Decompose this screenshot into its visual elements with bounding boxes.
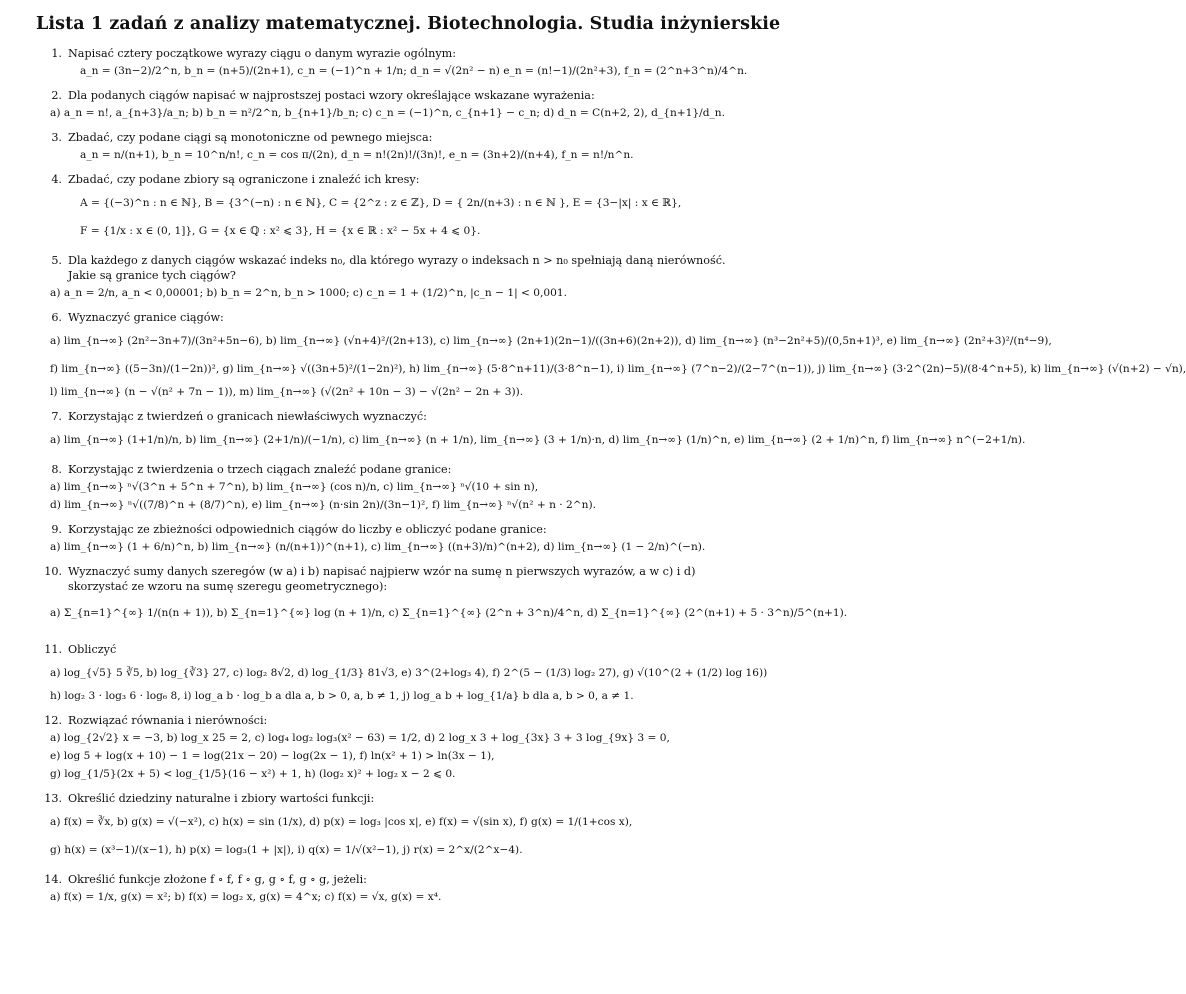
problem-item: [36, 642, 768, 704]
problem-text: Zbadać, czy podane ciągi są monotoniczne od pewnego miejsca:: [68, 131, 433, 144]
problem-item: [36, 872, 738, 905]
problem-number: 12.: [44, 714, 62, 727]
problem-text: Określić dziedziny naturalne i zbiory wartości funkcji:: [68, 792, 375, 805]
problem-number: 8.: [51, 463, 62, 476]
formula-line: a) lim_{n→∞} (1+1/n)/n, b) lim_{n→∞} (2+1/n)/(−1/n), c) lim_{n→∞} (n + 1/n), lim_{n→∞} (3 + 1/n)·n, d) lim_{n→∞} (1/n)^n, e) lim_{n→∞} (2 + 1/n)^n, f) lim_{n→∞} n^(−2+1/n).: [50, 434, 1026, 446]
formula-line: a) log_{√5} 5 ∛5, b) log_{∛3} 27, c) log₂ 8√2, d) log_{1/3} 81√3, e) 3^(2+log₃ 4), f) 2^(5 − (1/3) log₂ 27), g) √(10^(2 + (1/2) log 16)): [50, 667, 768, 679]
problem-item: [36, 713, 738, 782]
problem-statement: [36, 88, 738, 103]
problem-list: [36, 46, 1186, 914]
problem-text: Rozwiązać równania i nierówności:: [68, 714, 268, 727]
problem-statement: [36, 713, 738, 728]
formula-line: a) lim_{n→∞} ⁿ√(3^n + 5^n + 7^n), b) lim_{n→∞} (cos n)/n, c) lim_{n→∞} ⁿ√(10 + sin n),: [50, 481, 539, 493]
problem-item: [36, 522, 738, 555]
formula-line: a) f(x) = 1/x, g(x) = x²; b) f(x) = log₂ x, g(x) = 4^x; c) f(x) = √x, g(x) = x⁴.: [50, 891, 442, 903]
formula-line: a) lim_{n→∞} (1 + 6/n)^n, b) lim_{n→∞} (n/(n+1))^(n+1), c) lim_{n→∞} ((n+3)/n)^(n+2), d) lim_{n→∞} (1 − 2/n)^(−n).: [50, 541, 706, 553]
problem-number: 6.: [51, 311, 62, 324]
problem-number: 5.: [51, 254, 62, 267]
problem-text: Korzystając ze zbieżności odpowiednich ciągów do liczby e obliczyć podane granice:: [68, 523, 547, 536]
problem-item: [36, 564, 848, 628]
problem-number: 14.: [44, 873, 62, 886]
formula-line: h) log₂ 3 · log₃ 6 · log₆ 8, i) log_a b · log_b a dla a, b > 0, a, b ≠ 1, j) log_a b + log_{1/a} b dla a, b > 0, a ≠ 1.: [50, 690, 634, 702]
problem-statement: [36, 130, 738, 145]
problem-statement: [36, 310, 738, 325]
formula-line: f) lim_{n→∞} ((5−3n)/(1−2n))², g) lim_{n→∞} √((3n+5)²/(1−2n)²), h) lim_{n→∞} (5·8^n+11)/(3·8^n−1), i) lim_{n→∞} (7^n−2)/(2−7^(n−1)), j) lim_{n→∞} (3·2^(2n)−5)/(8·4^n+5), k) lim_{n→∞} (√(n+2) − √n),: [50, 363, 1186, 375]
formula-line: A = {(−3)^n : n ∈ ℕ}, B = {3^(−n) : n ∈ ℕ}, C = {2^z : z ∈ ℤ}, D = { 2n/(n+3) : n ∈ ℕ }, E = {3−|x| : x ∈ ℝ},: [80, 197, 682, 209]
problem-statement: [36, 642, 738, 657]
problem-statement: [36, 46, 738, 61]
problem-statement: [36, 253, 738, 283]
formula-line: a_n = (3n−2)/2^n, b_n = (n+5)/(2n+1), c_n = (−1)^n + 1/n; d_n = √(2n² − n) e_n = (n!−1)/(2n²+3), f_n = (2^n+3^n)/4^n.: [80, 65, 748, 77]
problem-text: Dla podanych ciągów napisać w najprostszej postaci wzory określające wskazane wyrażenia:: [68, 89, 595, 102]
formula-line: a) log_{2√2} x = −3, b) log_x 25 = 2, c) log₄ log₂ log₃(x² − 63) = 1/2, d) 2 log_x 3 + log_{3x} 3 + 3 log_{9x} 3 = 0,: [50, 732, 670, 744]
formula-line: e) log 5 + log(x + 10) − 1 = log(21x − 20) − log(2x − 1), f) ln(x² + 1) > ln(3x − 1),: [50, 750, 495, 762]
problem-text: Określić funkcje złożone f ∘ f, f ∘ g, g ∘ f, g ∘ g, jeżeli:: [68, 873, 367, 886]
problem-number: 7.: [51, 410, 62, 423]
problem-statement: [36, 409, 738, 424]
formula-line: l) lim_{n→∞} (n − √(n² + 7n − 1)), m) lim_{n→∞} (√(2n² + 10n − 3) − √(2n² − 2n + 3)).: [50, 386, 524, 398]
problem-item: [36, 88, 738, 121]
formula-line: a) f(x) = ∛x, b) g(x) = √(−x²), c) h(x) = sin (1/x), d) p(x) = log₃ |cos x|, e) f(x) = √(sin x), f) g(x) = 1/(1+cos x),: [50, 816, 633, 828]
problem-number: 9.: [51, 523, 62, 536]
problem-text: Wyznaczyć granice ciągów:: [68, 311, 224, 324]
problem-text: Wyznaczyć sumy danych szeregów (w a) i b) napisać najpierw wzór na sumę n pierwszych wyrazów, a w c) i d) skorzystać ze wzoru na sumę szeregu geometrycznego):: [68, 565, 696, 593]
problem-number: 13.: [44, 792, 62, 805]
problem-item: [36, 310, 1186, 400]
problem-statement: [36, 522, 738, 537]
problem-item: [36, 409, 1026, 452]
problem-item: [36, 172, 738, 243]
problem-text: Zbadać, czy podane zbiory są ograniczone i znaleźć ich kresy:: [68, 173, 420, 186]
formula-line: a) lim_{n→∞} (2n²−3n+7)/(3n²+5n−6), b) lim_{n→∞} (√n+4)²/(2n+13), c) lim_{n→∞} (2n+1)(2n−1)/((3n+6)(2n+2)), d) lim_{n→∞} (n³−2n²+5)/(0,5n+1)³, e) lim_{n→∞} (2n²+3)²/(n⁴−9),: [50, 335, 1052, 347]
formula-line: d) lim_{n→∞} ⁿ√((7/8)^n + (8/7)^n), e) lim_{n→∞} (n·sin 2n)/(3n−1)², f) lim_{n→∞} ⁿ√(n² + n · 2^n).: [50, 499, 596, 511]
problem-text: Dla każdego z danych ciągów wskazać indeks n₀, dla którego wyrazy o indeksach n > n₀ spełniają daną nierówność. Jakie są granice tych ciągów?: [68, 254, 726, 282]
problem-item: [36, 253, 738, 301]
document-title: Lista 1 zadań z analizy matematycznej. Biotechnologia. Studia inżynierskie: [36, 14, 781, 34]
problem-item: [36, 46, 748, 79]
problem-text: Obliczyć: [68, 643, 117, 656]
formula-line: F = {1/x : x ∈ (0, 1]}, G = {x ∈ ℚ : x² ⩽ 3}, H = {x ∈ ℝ : x² − 5x + 4 ⩽ 0}.: [80, 225, 481, 237]
problem-statement: [36, 172, 738, 187]
problem-text: Korzystając z twierdzenia o trzech ciągach znaleźć podane granice:: [68, 463, 452, 476]
problem-text: Napisać cztery początkowe wyrazy ciągu o danym wyrazie ogólnym:: [68, 47, 457, 60]
problem-statement: [36, 791, 738, 806]
formula-line: a) a_n = 2/n, a_n < 0,00001; b) b_n = 2^n, b_n > 1000; c) c_n = 1 + (1/2)^n, |c_n − 1| < 0,001.: [50, 287, 567, 299]
problem-item: [36, 130, 738, 163]
formula-line: a) a_n = n!, a_{n+3}/a_n; b) b_n = n²/2^n, b_{n+1}/b_n; c) c_n = (−1)^n, c_{n+1} − c_n; d) d_n = C(n+2, 2), d_{n+1}/d_n.: [50, 107, 725, 119]
problem-statement: [36, 462, 738, 477]
problem-number: 4.: [51, 173, 62, 186]
formula-line: g) h(x) = (x³−1)/(x−1), h) p(x) = log₃(1 + |x|), i) q(x) = 1/√(x²−1), j) r(x) = 2^x/(2^x−4).: [50, 844, 523, 856]
problem-text: Korzystając z twierdzeń o granicach niewłaściwych wyznaczyć:: [68, 410, 427, 423]
problem-item: [36, 462, 738, 513]
problem-number: 1.: [51, 47, 62, 60]
problem-statement: [36, 872, 738, 887]
problem-item: [36, 791, 738, 862]
formula-line: a) Σ_{n=1}^{∞} 1/(n(n + 1)), b) Σ_{n=1}^{∞} log (n + 1)/n, c) Σ_{n=1}^{∞} (2^n + 3^n)/4^n, d) Σ_{n=1}^{∞} (2^(n+1) + 5 · 3^n)/5^(n+1).: [50, 607, 848, 619]
problem-number: 10.: [44, 565, 62, 578]
formula-line: a_n = n/(n+1), b_n = 10^n/n!, c_n = cos π/(2n), d_n = n!(2n)!/(3n)!, e_n = (3n+2)/(n+4), f_n = n!/n^n.: [80, 149, 634, 161]
problem-number: 11.: [44, 643, 62, 656]
problem-number: 2.: [51, 89, 62, 102]
problem-statement: [36, 564, 738, 594]
formula-line: g) log_{1/5}(2x + 5) < log_{1/5}(16 − x²) + 1, h) (log₂ x)² + log₂ x − 2 ⩽ 0.: [50, 768, 456, 780]
problem-number: 3.: [51, 131, 62, 144]
